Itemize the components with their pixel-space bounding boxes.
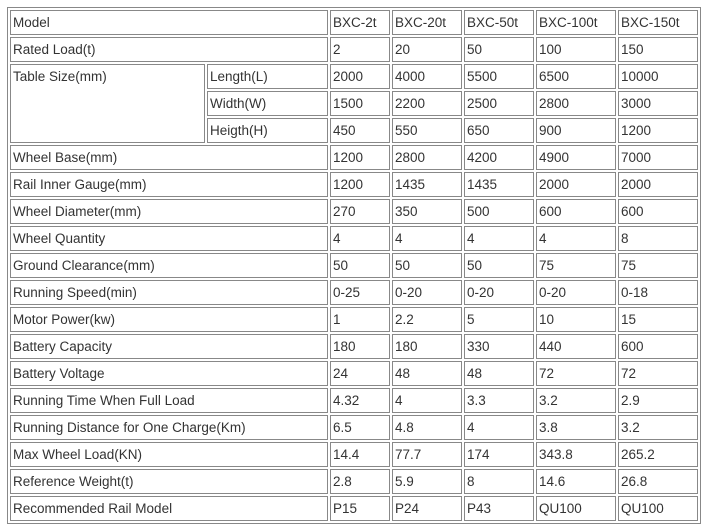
value-cell: 450 [330, 118, 390, 143]
value-cell: 15 [618, 307, 698, 332]
value-cell: 2500 [464, 91, 534, 116]
value-cell: 2.2 [392, 307, 462, 332]
value-cell: 174 [464, 442, 534, 467]
value-cell: 1435 [392, 172, 462, 197]
value-cell: 1200 [330, 145, 390, 170]
header-cell-model: Model [10, 10, 328, 35]
table-row [10, 415, 698, 440]
table-row-rated-load [10, 37, 698, 62]
value-cell: 150 [618, 37, 698, 62]
value-cell: 6500 [536, 64, 616, 89]
value-cell: 330 [464, 334, 534, 359]
value-cell: 500 [464, 199, 534, 224]
value-cell: 26.8 [618, 469, 698, 494]
value-cell: 550 [392, 118, 462, 143]
value-cell: 72 [536, 361, 616, 386]
value-cell: 180 [330, 334, 390, 359]
value-cell: 2.9 [618, 388, 698, 413]
value-cell: 1 [330, 307, 390, 332]
value-cell: 4 [464, 226, 534, 251]
value-cell: 5 [464, 307, 534, 332]
value-cell: 4 [464, 415, 534, 440]
value-cell: 4 [392, 226, 462, 251]
value-cell: 7000 [618, 145, 698, 170]
value-cell: 10000 [618, 64, 698, 89]
value-cell: 4.8 [392, 415, 462, 440]
table-row [10, 442, 698, 467]
table-body [10, 10, 698, 521]
value-cell: 3.2 [618, 415, 698, 440]
value-cell: 24 [330, 361, 390, 386]
row-label-cell: Motor Power(kw) [10, 307, 328, 332]
table-row [10, 388, 698, 413]
value-cell: 20 [392, 37, 462, 62]
value-cell: 4900 [536, 145, 616, 170]
value-cell: 0-20 [536, 280, 616, 305]
value-cell: 2800 [392, 145, 462, 170]
value-cell: 0-18 [618, 280, 698, 305]
row-label-cell: Running Distance for One Charge(Km) [10, 415, 328, 440]
value-cell: 180 [392, 334, 462, 359]
value-cell: 0-20 [392, 280, 462, 305]
value-cell: QU100 [536, 496, 616, 521]
row-label-cell: Reference Weight(t) [10, 469, 328, 494]
value-cell: P24 [392, 496, 462, 521]
header-cell-model-5: BXC-150t [618, 10, 698, 35]
value-cell: 2.8 [330, 469, 390, 494]
value-cell: 72 [618, 361, 698, 386]
value-cell: 77.7 [392, 442, 462, 467]
table-row [10, 172, 698, 197]
value-cell: 0-20 [464, 280, 534, 305]
value-cell: 5.9 [392, 469, 462, 494]
table-row [10, 496, 698, 521]
value-cell: 2000 [330, 64, 390, 89]
value-cell: 270 [330, 199, 390, 224]
header-cell-model-3: BXC-50t [464, 10, 534, 35]
table-row [10, 226, 698, 251]
row-label-cell: Ground Clearance(mm) [10, 253, 328, 278]
table-size-label-cell: Table Size(mm) [10, 64, 205, 143]
value-cell: 4000 [392, 64, 462, 89]
row-label-cell: Wheel Diameter(mm) [10, 199, 328, 224]
value-cell: 1200 [618, 118, 698, 143]
value-cell: 343.8 [536, 442, 616, 467]
value-cell: 3.3 [464, 388, 534, 413]
table-row [10, 253, 698, 278]
sub-label-cell: Heigth(H) [207, 118, 328, 143]
value-cell: 4.32 [330, 388, 390, 413]
value-cell: 350 [392, 199, 462, 224]
row-label-cell: Rail Inner Gauge(mm) [10, 172, 328, 197]
row-label-cell: Max Wheel Load(KN) [10, 442, 328, 467]
value-cell: 2200 [392, 91, 462, 116]
value-cell: 650 [464, 118, 534, 143]
value-cell: 600 [536, 199, 616, 224]
value-cell: 2000 [536, 172, 616, 197]
value-cell: 5500 [464, 64, 534, 89]
table-row [10, 199, 698, 224]
value-cell: 75 [618, 253, 698, 278]
value-cell: 8 [618, 226, 698, 251]
sub-label-cell: Width(W) [207, 91, 328, 116]
value-cell: 4 [536, 226, 616, 251]
value-cell: 900 [536, 118, 616, 143]
header-cell-model-4: BXC-100t [536, 10, 616, 35]
table-row [10, 280, 698, 305]
value-cell: 1200 [330, 172, 390, 197]
value-cell: 4 [392, 388, 462, 413]
value-cell: 50 [330, 253, 390, 278]
value-cell: 600 [618, 334, 698, 359]
header-cell-model-2: BXC-20t [392, 10, 462, 35]
table-row [10, 469, 698, 494]
value-cell: 4200 [464, 145, 534, 170]
value-cell: 3.2 [536, 388, 616, 413]
value-cell: 50 [464, 253, 534, 278]
table-row-table-size-length [10, 64, 698, 89]
value-cell: 50 [464, 37, 534, 62]
value-cell: 1500 [330, 91, 390, 116]
row-label-cell: Battery Voltage [10, 361, 328, 386]
value-cell: 3.8 [536, 415, 616, 440]
value-cell: 0-25 [330, 280, 390, 305]
value-cell: P15 [330, 496, 390, 521]
row-label-cell: Wheel Base(mm) [10, 145, 328, 170]
value-cell: 48 [464, 361, 534, 386]
value-cell: 14.4 [330, 442, 390, 467]
value-cell: 14.6 [536, 469, 616, 494]
row-label-cell: Wheel Quantity [10, 226, 328, 251]
table-row [10, 361, 698, 386]
value-cell: 440 [536, 334, 616, 359]
header-cell-model-1: BXC-2t [330, 10, 390, 35]
value-cell: 100 [536, 37, 616, 62]
header-row [10, 10, 698, 35]
value-cell: 2800 [536, 91, 616, 116]
value-cell: 265.2 [618, 442, 698, 467]
value-cell: 3000 [618, 91, 698, 116]
value-cell: 4 [330, 226, 390, 251]
value-cell: 2 [330, 37, 390, 62]
table-row [10, 334, 698, 359]
value-cell: 2000 [618, 172, 698, 197]
value-cell: 50 [392, 253, 462, 278]
value-cell: 600 [618, 199, 698, 224]
value-cell: 6.5 [330, 415, 390, 440]
value-cell: 1435 [464, 172, 534, 197]
row-label-cell: Rated Load(t) [10, 37, 328, 62]
table-row [10, 307, 698, 332]
value-cell: 48 [392, 361, 462, 386]
row-label-cell: Recommended Rail Model [10, 496, 328, 521]
row-label-cell: Battery Capacity [10, 334, 328, 359]
value-cell: QU100 [618, 496, 698, 521]
sub-label-cell: Length(L) [207, 64, 328, 89]
specification-table [7, 7, 701, 524]
row-label-cell: Running Time When Full Load [10, 388, 328, 413]
row-label-cell: Running Speed(min) [10, 280, 328, 305]
value-cell: 75 [536, 253, 616, 278]
table-row [10, 145, 698, 170]
value-cell: 10 [536, 307, 616, 332]
value-cell: P43 [464, 496, 534, 521]
value-cell: 8 [464, 469, 534, 494]
